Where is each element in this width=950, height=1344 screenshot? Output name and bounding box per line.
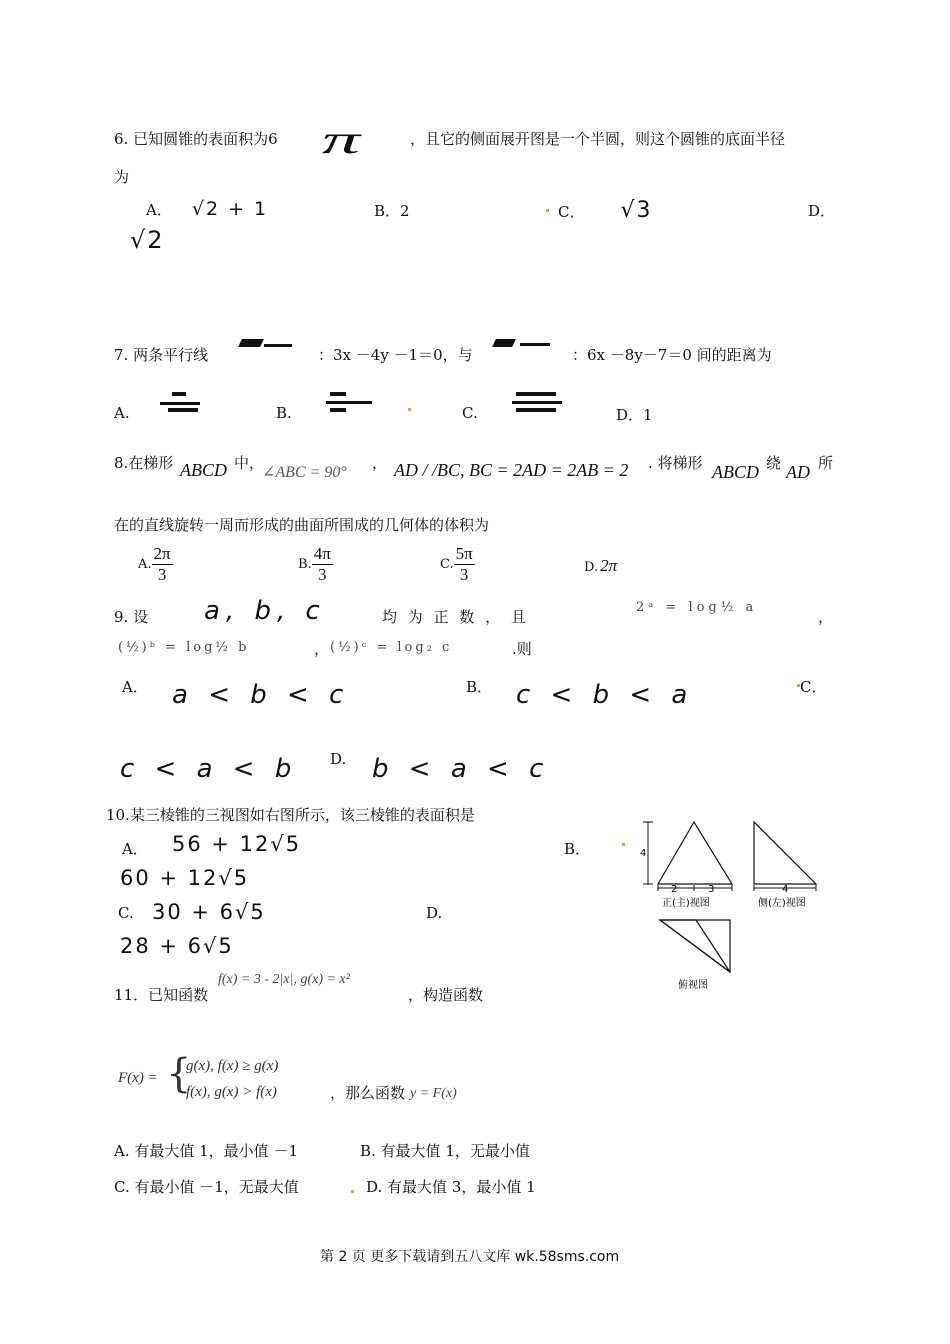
mark-dot: [622, 843, 625, 846]
q7-b-frac-bar: [326, 401, 372, 404]
mark-dot: [351, 1190, 354, 1193]
q8-abcd: ABCD: [180, 460, 227, 480]
q11-case1: g(x), f(x) ≥ g(x): [186, 1058, 279, 1074]
q6-option-c: C． √3: [558, 198, 653, 223]
q7-b-frac-bot: [330, 408, 346, 412]
q9-stem: 9. 设: [114, 608, 149, 626]
q7-a-frac-bot: [168, 408, 198, 412]
q9-option-b: B．: [466, 678, 493, 696]
q7-c-frac-bot: [516, 408, 556, 412]
line-l1-sub: [264, 344, 292, 347]
q7-option-b: B.: [276, 404, 292, 422]
q6-pi: π: [322, 117, 361, 162]
q8-stem: 8.在梯形: [114, 454, 174, 472]
q9-eq1: 2ᵃ = log½ a: [636, 600, 758, 615]
q11-F-def: F(x) =: [118, 1070, 158, 1086]
dim-4-side: 4: [782, 884, 789, 895]
line-l2-sub: [520, 343, 550, 346]
front-view-triangle: [658, 822, 732, 884]
side-view-label: 侧(左)视图: [758, 898, 806, 909]
q6-stem2: ，且它的侧面展开图是一个半圆，则这个圆锥的底面半径: [410, 130, 786, 148]
q9-d-value: b < a < c: [372, 754, 550, 784]
q7-option-a: A.: [114, 404, 130, 422]
q8-zhong: 中，: [234, 454, 265, 472]
q11-option-c: C. 有最小值 －1，无最大值: [114, 1178, 299, 1196]
q10-option-c: C.: [118, 904, 134, 922]
mark-dot: [408, 408, 411, 411]
q7-b-frac-top: [330, 392, 346, 396]
q11-y: y = F(x): [410, 1086, 457, 1101]
top-view-label: 俯视图: [678, 980, 708, 991]
q6-stem: [114, 128, 278, 149]
q10-option-a: A．: [122, 840, 148, 858]
q7-l1-eq: ：3x －4y －1＝0，与: [318, 346, 473, 364]
q8-option-c: C. $\frac{5\pi}{3}$: [440, 544, 473, 584]
side-view-triangle: [754, 822, 816, 884]
dim-4-height: 4: [640, 848, 647, 859]
q6-option-b: B．2: [374, 202, 410, 220]
line-l1-glyph: [238, 339, 264, 347]
q8-ad: AD: [786, 462, 810, 482]
q11-option-b: B. 有最大值 1，无最小值: [360, 1142, 530, 1160]
q9-eq3: (½)ᶜ = log₂ c: [330, 640, 453, 655]
page-footer: 第 2 页 更多下载请到五八文库 wk.58sms.com: [320, 1249, 620, 1265]
front-view-label: 正(主)视图: [662, 898, 710, 909]
q9-then: .则: [512, 640, 532, 658]
q10-c-value: 30 + 6√5: [152, 900, 266, 924]
q6-stem3: 为: [114, 168, 130, 186]
q7-a-frac-top: [172, 392, 186, 396]
q8-line2: 在的直线旋转一周而形成的曲面所围成的几何体的体积为: [114, 516, 490, 534]
q9-vars: a, b, c: [204, 596, 326, 626]
q8-jiang: . 将梯形: [648, 454, 703, 472]
q8-option-a: A. $\frac{2\pi}{3}$: [138, 544, 171, 584]
q9-option-d: D.: [330, 750, 347, 768]
q9-a-value: a < b < c: [172, 680, 350, 710]
q8-abcd2: ABCD: [712, 462, 759, 482]
q10-stem: 10.某三棱锥的三视图如右图所示，该三棱锥的表面积是: [106, 806, 475, 824]
q9-c-value: c < a < b: [120, 754, 298, 784]
q11-stem2: ，构造函数: [408, 986, 484, 1004]
q7-stem: 7. 两条平行线: [114, 346, 209, 364]
q10-option-d: D.: [426, 904, 443, 922]
q7-c-frac-bar: [512, 401, 562, 404]
three-view-figure: [636, 816, 836, 996]
q7-option-c: C.: [462, 404, 478, 422]
mark-dot: [546, 209, 549, 212]
dim-2: 2: [671, 884, 678, 895]
q7-a-frac-bar: [160, 402, 200, 405]
q6-option-d: D．: [808, 202, 836, 220]
q6-a-value: √2 + 1: [191, 198, 269, 220]
q10-d-value: 28 + 6√5: [120, 934, 234, 958]
q11-tail: ，那么函数: [330, 1084, 406, 1102]
q11-brace: {: [166, 1051, 192, 1097]
q9-comma2: ，: [314, 640, 330, 658]
q9-eq2: (½)ᵇ = log½ b: [118, 640, 250, 655]
q6-option-a: A． √2 + 1: [146, 198, 269, 220]
q6-stem-text: 6. 已知圆锥的表面积为6: [114, 130, 278, 148]
q11-option-d: D. 有最大值 3，最小值 1: [366, 1178, 536, 1196]
q8-comma: ，: [372, 454, 388, 472]
q10-b-value: 60 + 12√5: [120, 866, 250, 890]
q8-angle: ∠ABC = 90°: [262, 464, 347, 481]
q8-cond: AD / /BC, BC = 2AD = 2AB = 2: [394, 460, 629, 480]
q11-option-a: A. 有最大值 1，最小值 －1: [114, 1142, 298, 1160]
q7-l2-eq: ：6x －8y－7＝0 间的距离为: [572, 346, 772, 364]
q8-option-b: B. $\frac{4\pi}{3}$: [298, 544, 331, 584]
q8-b-frac: $\frac{4\pi}{3}$: [313, 544, 331, 584]
q10-option-b: B．: [564, 840, 591, 858]
q11-f-def: f(x) = 3 - 2|x|, g(x) = x²: [218, 972, 350, 987]
q8-suo: 所: [818, 454, 834, 472]
q9-option-a: A．: [122, 678, 148, 696]
q8-rao: 绕: [766, 454, 782, 472]
q9-b-value: c < b < a: [516, 680, 694, 710]
dim-3: 3: [708, 884, 715, 895]
line-l2-glyph: [492, 339, 516, 347]
q9-stem2: 均 为 正 数 ， 且: [382, 608, 526, 626]
q7-c-frac-top: [516, 392, 556, 396]
q11-stem: 11．已知函数: [114, 986, 209, 1004]
q8-a-frac: $\frac{2\pi}{3}$: [153, 544, 171, 584]
q6-c-value: √3: [620, 198, 653, 223]
q9-option-c: C．: [800, 678, 827, 696]
q11-case2: f(x), g(x) > f(x): [186, 1084, 277, 1100]
q8-option-d: D. 2π: [584, 556, 618, 575]
q8-c-frac: $\frac{5\pi}{3}$: [455, 544, 473, 584]
q7-option-d: D．1: [616, 406, 653, 424]
q9-comma: ，: [818, 608, 834, 626]
q6-d-value: √2: [130, 226, 165, 254]
q10-a-value: 56 + 12√5: [172, 832, 302, 856]
